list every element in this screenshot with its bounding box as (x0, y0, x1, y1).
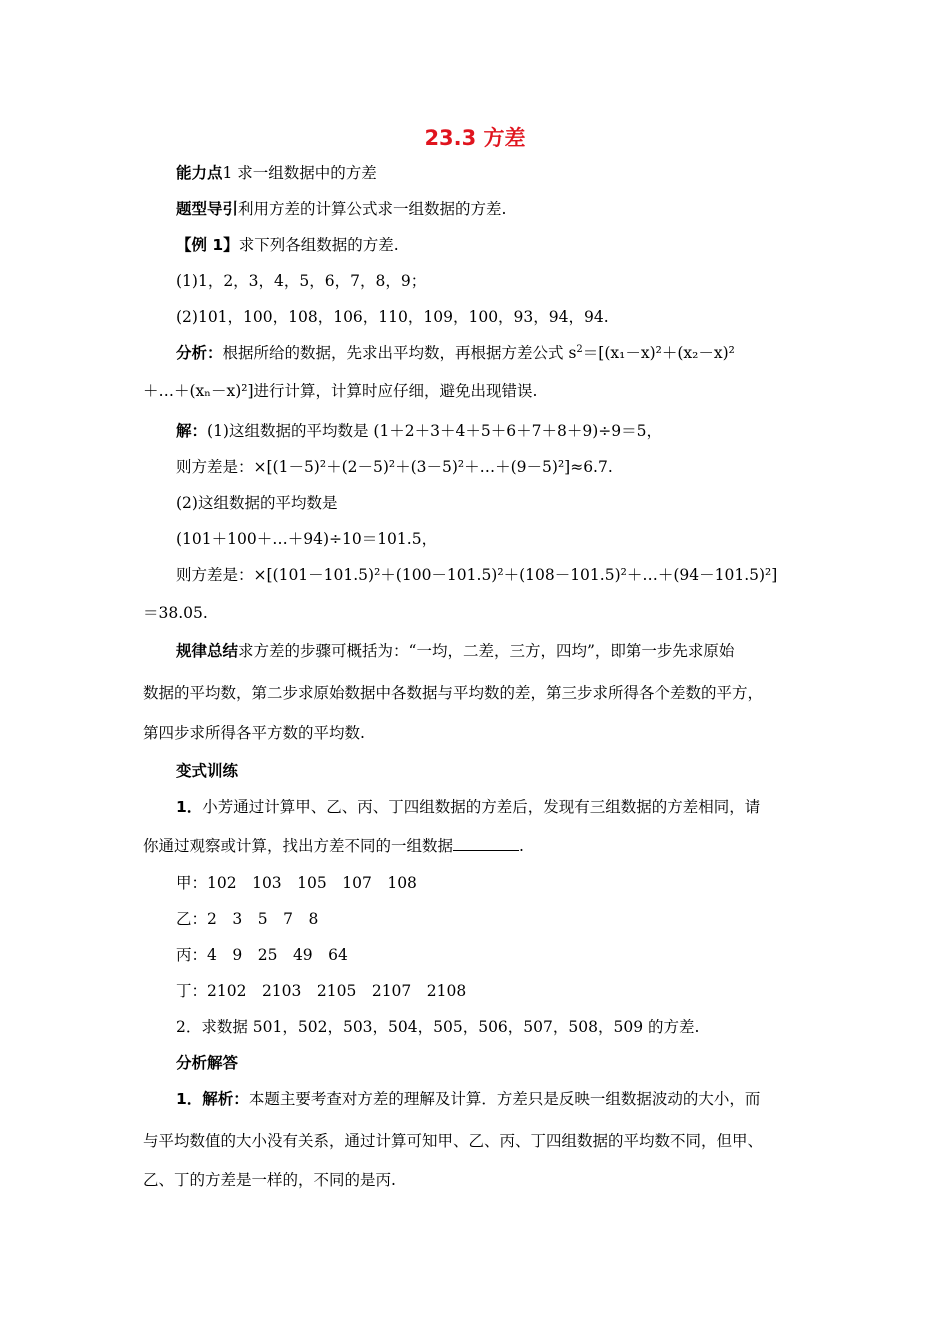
answer-line-1 (176, 1089, 760, 1109)
answer-blank[interactable] (453, 836, 519, 851)
variance-formula-part-2: ＋…＋(xₙ－x)²] (143, 382, 254, 400)
practice-heading: 变式训练 (176, 762, 239, 780)
example-question-1: (1)1，2，3，4，5，6，7，8，9； (176, 272, 427, 290)
practice-q1-text-2: 你通过观察或计算，找出方差不同的一组数据 (143, 837, 454, 855)
data-set-bing: 丙：4 9 25 49 64 (176, 946, 348, 964)
solution-step-2: 则方差是：×[(1－5)²＋(2－5)²＋(3－5)²＋…＋(9－5)²]≈6.7. (176, 458, 613, 476)
analysis-line-1: 分析：根据所给的数据，先求出平均数，再根据方差公式 $s^2=[(x_1-x)^2+(x_2-x)^2$ (176, 344, 735, 362)
guide-text: 利用方差的计算公式求一组数据的方差. (238, 200, 507, 218)
practice-question-1-line-2 (143, 836, 524, 856)
data-set-jia: 甲：102 103 105 107 108 (176, 874, 417, 892)
answer-text-1: 本题主要考查对方差的理解及计算．方差只是反映一组数据波动的大小，而 (248, 1090, 761, 1108)
analysis-line-2 (143, 381, 537, 401)
variance-formula-part-1: ＝[(x₁－x)²＋(x₂－x)² (582, 344, 735, 362)
ability-point (176, 163, 377, 183)
example-heading (176, 235, 399, 255)
example-label: 【例 1】 (176, 236, 239, 254)
solution-step-4: (101＋100＋…＋94)÷10＝101.5， (176, 530, 438, 548)
solution-step-3: (2)这组数据的平均数是 (176, 494, 338, 512)
solution-step-5: 则方差是：×[(101－101.5)²＋(100－101.5)²＋(108－101.5)²＋…＋(94－101.5)²] (176, 566, 778, 584)
example-text: 求下列各组数据的方差. (238, 236, 399, 254)
answer-number: 1． (176, 1090, 203, 1108)
guide-label: 题型导引 (176, 200, 239, 218)
answer-line-3: 乙、丁的方差是一样的，不同的是丙. (143, 1171, 396, 1189)
answer-line-2: 与平均数值的大小没有关系，通过计算可知甲、乙、丙、丁四组数据的平均数不同，但甲、 (143, 1132, 764, 1150)
rule-summary-line-1 (176, 641, 734, 661)
page-title: 23.3 方差 (424, 126, 526, 150)
question-type-guide (176, 199, 506, 219)
ability-text: 1 求一组数据中的方差 (222, 164, 377, 182)
rule-summary-line-2: 数据的平均数，第二步求原始数据中各数据与平均数的差，第三步求所得各个差数的平方， (143, 684, 764, 702)
practice-q1-end: . (519, 837, 524, 855)
practice-question-1-line-1 (176, 797, 760, 817)
data-set-ding: 丁：2102 2103 2105 2107 2108 (176, 982, 467, 1000)
practice-question-2: 2．求数据 501，502，503，504，505，506，507，508，509 的方差. (176, 1018, 700, 1036)
solution-label: 解： (176, 422, 208, 440)
practice-q1-number: 1． (176, 798, 203, 816)
practice-q1-text: 小芳通过计算甲、乙、丙、丁四组数据的方差后，发现有三组数据的方差相同，请 (202, 798, 761, 816)
data-set-yi: 乙：2 3 5 7 8 (176, 910, 319, 928)
ability-label: 能力点 (176, 164, 223, 182)
rule-text-1: 求方差的步骤可概括为：“一均，二差，三方，四均”，即第一步先求原始 (238, 642, 735, 660)
solution-line-1 (176, 421, 662, 441)
solution-step-6: ＝38.05. (143, 604, 208, 622)
analysis-label: 分析： (176, 344, 223, 362)
rule-summary-line-3: 第四步求所得各平方数的平均数. (143, 724, 365, 742)
solution-step-1: (1)这组数据的平均数是 (1＋2＋3＋4＋5＋6＋7＋8＋9)÷9＝5， (207, 422, 662, 440)
rule-label: 规律总结 (176, 642, 239, 660)
answers-heading: 分析解答 (176, 1054, 239, 1072)
answer-label: 解析： (202, 1090, 249, 1108)
analysis-text-2: 进行计算，计算时应仔细，避免出现错误. (253, 382, 538, 400)
analysis-text: 根据所给的数据，先求出平均数，再根据方差公式 s (222, 344, 577, 362)
example-question-2: (2)101，100，108，106，110，109，100，93，94，94. (176, 308, 609, 326)
